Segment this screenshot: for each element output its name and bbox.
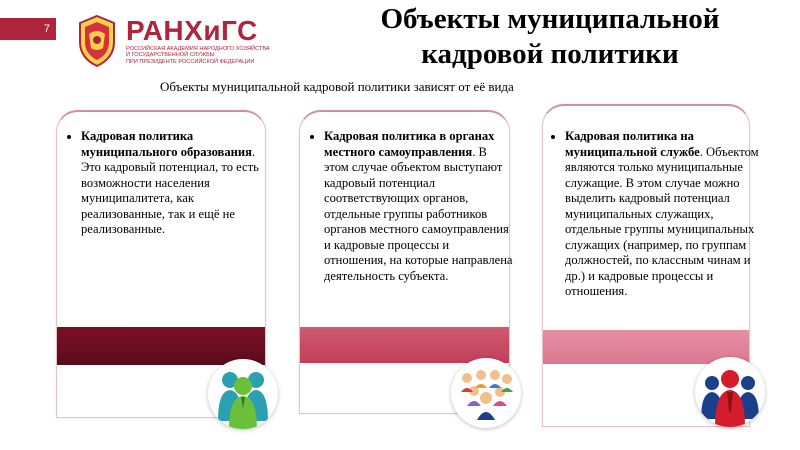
- card-list: [549, 129, 761, 300]
- card-item: [81, 129, 271, 238]
- card-icon-circle: [208, 359, 278, 429]
- card-heading: Кадровая политика в органах местного самоуправления: [324, 129, 495, 159]
- slide-number: [0, 18, 56, 40]
- card-body: . В этом случае объектом выступают кадровый потенциал соответствующих органов, отдельные группы работников органов местного самоуправления и кадровые процессы и отношения, на которые направлена деятельность субъекта.: [324, 144, 513, 283]
- slide-number-text: 7: [43, 23, 50, 35]
- card-list: [65, 129, 271, 238]
- card-icon-circle: [451, 358, 521, 428]
- page-title: [330, 2, 770, 72]
- card-heading: Кадровая политика на муниципальной службе: [565, 129, 700, 159]
- logo-subtitle: [126, 46, 276, 65]
- people-group-icon: [451, 358, 521, 428]
- card-local-government: [299, 110, 513, 414]
- card-municipal-entity: [56, 110, 266, 418]
- green-team-icon: [208, 359, 278, 429]
- subtitle: Объекты муниципальной кадровой политики зависят от её вида: [160, 79, 514, 94]
- card-body: . Это кадровый потенциал, то есть возможности населения муниципалитета, как реализованные, так и ещё не реализованные.: [81, 144, 259, 236]
- logo-line: РОССИЙСКАЯ АКАДЕМИЯ НАРОДНОГО ХОЗЯЙСТВА: [126, 46, 270, 52]
- red-leader-team-icon: [695, 357, 765, 427]
- card-list: [308, 129, 514, 284]
- card-item: [324, 129, 514, 284]
- card-band: [300, 327, 509, 363]
- title-line-2: кадровой политики: [421, 38, 679, 70]
- logo-line: ПРИ ПРЕЗИДЕНТЕ РОССИЙСКОЙ ФЕДЕРАЦИИ: [126, 58, 255, 65]
- academy-emblem-icon: [74, 14, 120, 68]
- card-icon-circle: [695, 357, 765, 427]
- logo: [74, 14, 274, 70]
- card-item: [565, 129, 761, 300]
- logo-line: И ГОСУДАРСТВЕННОЙ СЛУЖБЫ: [126, 52, 215, 59]
- card-heading: Кадровая политика муниципального образования: [81, 129, 252, 159]
- logo-title: РАНХиГС: [126, 15, 258, 46]
- card-body: . Объектом являются только муниципальные служащие. В этом случае можно выделить кадровый потенциал муниципальных служащих, отдельные группы муниципальных служащих (например, по группам должностей, по классным чинам и др.) и кадровые процессы и отношения.: [565, 144, 759, 298]
- title-line-1: Объекты муниципальной: [380, 3, 720, 35]
- card-municipal-service: [542, 104, 759, 427]
